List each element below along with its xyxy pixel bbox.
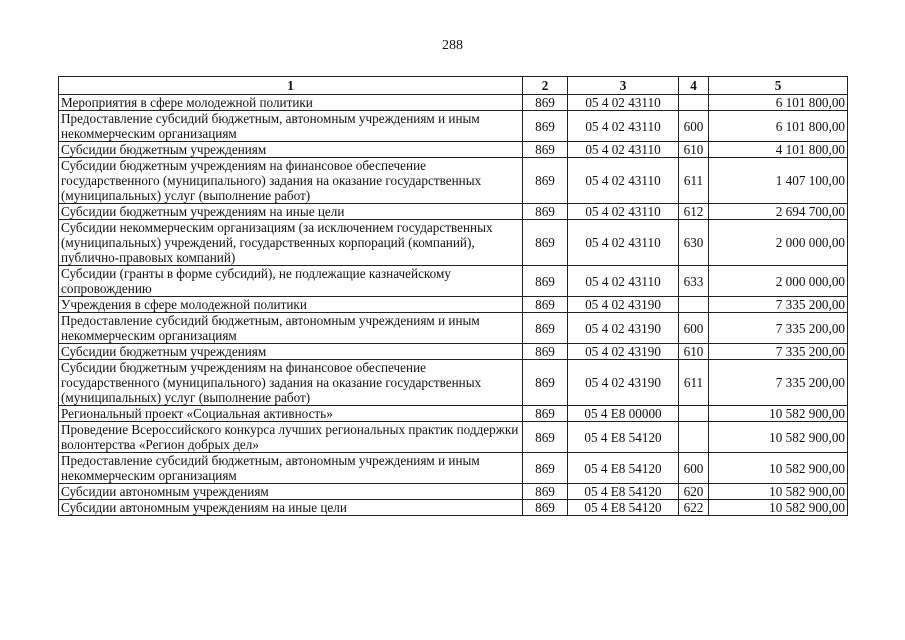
row-name-cell: Проведение Всероссийского конкурса лучших региональных практик поддержки волонтерства «Регион добрых дел» <box>59 422 523 453</box>
row-vr-cell: 633 <box>679 266 709 297</box>
budget-table <box>58 76 848 516</box>
row-sum-cell: 7 335 200,00 <box>709 297 848 313</box>
row-sum-cell: 7 335 200,00 <box>709 360 848 406</box>
row-csr-cell: 05 4 02 43110 <box>568 142 679 158</box>
row-vr-cell: 630 <box>679 220 709 266</box>
row-csr-cell: 05 4 E8 54120 <box>568 484 679 500</box>
row-vr-cell: 610 <box>679 344 709 360</box>
row-name-cell: Субсидии бюджетным учреждениям <box>59 142 523 158</box>
row-sum-cell: 6 101 800,00 <box>709 111 848 142</box>
row-vr-cell: 622 <box>679 500 709 516</box>
row-vr-cell <box>679 297 709 313</box>
row-csr-cell: 05 4 02 43110 <box>568 111 679 142</box>
row-name-cell: Субсидии автономным учреждениям <box>59 484 523 500</box>
table-row <box>59 313 848 344</box>
table-row <box>59 142 848 158</box>
row-ved-cell: 869 <box>523 360 568 406</box>
row-name-cell: Субсидии бюджетным учреждениям на иные цели <box>59 204 523 220</box>
row-sum-cell: 10 582 900,00 <box>709 500 848 516</box>
row-vr-cell: 611 <box>679 158 709 204</box>
row-name-cell: Субсидии бюджетным учреждениям <box>59 344 523 360</box>
row-ved-cell: 869 <box>523 344 568 360</box>
row-ved-cell: 869 <box>523 266 568 297</box>
row-csr-cell: 05 4 02 43110 <box>568 220 679 266</box>
table-row <box>59 422 848 453</box>
table-row <box>59 204 848 220</box>
header-col-3: 3 <box>568 77 679 95</box>
row-csr-cell: 05 4 02 43190 <box>568 313 679 344</box>
row-vr-cell <box>679 422 709 453</box>
table-row <box>59 220 848 266</box>
row-vr-cell: 612 <box>679 204 709 220</box>
row-name-cell: Предоставление субсидий бюджетным, автономным учреждениям и иным некоммерческим организациям <box>59 313 523 344</box>
row-sum-cell: 1 407 100,00 <box>709 158 848 204</box>
table-row <box>59 344 848 360</box>
row-ved-cell: 869 <box>523 111 568 142</box>
row-ved-cell: 869 <box>523 220 568 266</box>
row-sum-cell: 7 335 200,00 <box>709 344 848 360</box>
row-csr-cell: 05 4 02 43190 <box>568 344 679 360</box>
row-vr-cell: 600 <box>679 111 709 142</box>
header-col-4: 4 <box>679 77 709 95</box>
row-sum-cell: 10 582 900,00 <box>709 453 848 484</box>
row-csr-cell: 05 4 02 43110 <box>568 204 679 220</box>
table-header-row <box>59 77 848 95</box>
header-col-5: 5 <box>709 77 848 95</box>
row-csr-cell: 05 4 E8 54120 <box>568 453 679 484</box>
table-body <box>59 95 848 516</box>
row-csr-cell: 05 4 02 43110 <box>568 158 679 204</box>
row-name-cell: Субсидии бюджетным учреждениям на финансовое обеспечение государственного (муниципального) задания на оказание государственных (муниципальных) услуг (выполнение работ) <box>59 360 523 406</box>
row-vr-cell <box>679 406 709 422</box>
row-ved-cell: 869 <box>523 453 568 484</box>
row-csr-cell: 05 4 02 43110 <box>568 95 679 111</box>
row-sum-cell: 7 335 200,00 <box>709 313 848 344</box>
row-sum-cell: 10 582 900,00 <box>709 422 848 453</box>
row-sum-cell: 10 582 900,00 <box>709 406 848 422</box>
row-vr-cell: 620 <box>679 484 709 500</box>
row-ved-cell: 869 <box>523 204 568 220</box>
row-ved-cell: 869 <box>523 484 568 500</box>
row-sum-cell: 6 101 800,00 <box>709 95 848 111</box>
row-name-cell: Региональный проект «Социальная активность» <box>59 406 523 422</box>
table-row <box>59 95 848 111</box>
table-row <box>59 406 848 422</box>
row-sum-cell: 10 582 900,00 <box>709 484 848 500</box>
row-ved-cell: 869 <box>523 406 568 422</box>
table-row <box>59 111 848 142</box>
row-vr-cell: 600 <box>679 313 709 344</box>
row-name-cell: Предоставление субсидий бюджетным, автономным учреждениям и иным некоммерческим организациям <box>59 111 523 142</box>
row-ved-cell: 869 <box>523 158 568 204</box>
header-col-1: 1 <box>59 77 523 95</box>
row-name-cell: Субсидии некоммерческим организациям (за исключением государственных (муниципальных) учреждений, государственных корпораций (компаний), публично-правовых компаний) <box>59 220 523 266</box>
row-name-cell: Мероприятия в сфере молодежной политики <box>59 95 523 111</box>
header-col-2: 2 <box>523 77 568 95</box>
row-name-cell: Субсидии автономным учреждениям на иные цели <box>59 500 523 516</box>
row-sum-cell: 2 694 700,00 <box>709 204 848 220</box>
row-ved-cell: 869 <box>523 422 568 453</box>
row-sum-cell: 2 000 000,00 <box>709 266 848 297</box>
table-row <box>59 297 848 313</box>
row-csr-cell: 05 4 02 43110 <box>568 266 679 297</box>
row-vr-cell: 610 <box>679 142 709 158</box>
row-csr-cell: 05 4 E8 54120 <box>568 500 679 516</box>
table-row <box>59 158 848 204</box>
row-name-cell: Субсидии (гранты в форме субсидий), не подлежащие казначейскому сопровождению <box>59 266 523 297</box>
row-ved-cell: 869 <box>523 95 568 111</box>
row-sum-cell: 2 000 000,00 <box>709 220 848 266</box>
table-row <box>59 484 848 500</box>
row-name-cell: Предоставление субсидий бюджетным, автономным учреждениям и иным некоммерческим организациям <box>59 453 523 484</box>
row-name-cell: Учреждения в сфере молодежной политики <box>59 297 523 313</box>
row-csr-cell: 05 4 E8 54120 <box>568 422 679 453</box>
row-csr-cell: 05 4 E8 00000 <box>568 406 679 422</box>
row-ved-cell: 869 <box>523 500 568 516</box>
table-row <box>59 266 848 297</box>
row-csr-cell: 05 4 02 43190 <box>568 297 679 313</box>
row-ved-cell: 869 <box>523 313 568 344</box>
row-csr-cell: 05 4 02 43190 <box>568 360 679 406</box>
row-vr-cell: 611 <box>679 360 709 406</box>
table-row <box>59 360 848 406</box>
row-vr-cell: 600 <box>679 453 709 484</box>
row-vr-cell <box>679 95 709 111</box>
row-ved-cell: 869 <box>523 142 568 158</box>
row-name-cell: Субсидии бюджетным учреждениям на финансовое обеспечение государственного (муниципального) задания на оказание государственных (муниципальных) услуг (выполнение работ) <box>59 158 523 204</box>
row-ved-cell: 869 <box>523 297 568 313</box>
row-sum-cell: 4 101 800,00 <box>709 142 848 158</box>
table-row <box>59 500 848 516</box>
table-row <box>59 453 848 484</box>
page-number: 288 <box>442 38 463 53</box>
